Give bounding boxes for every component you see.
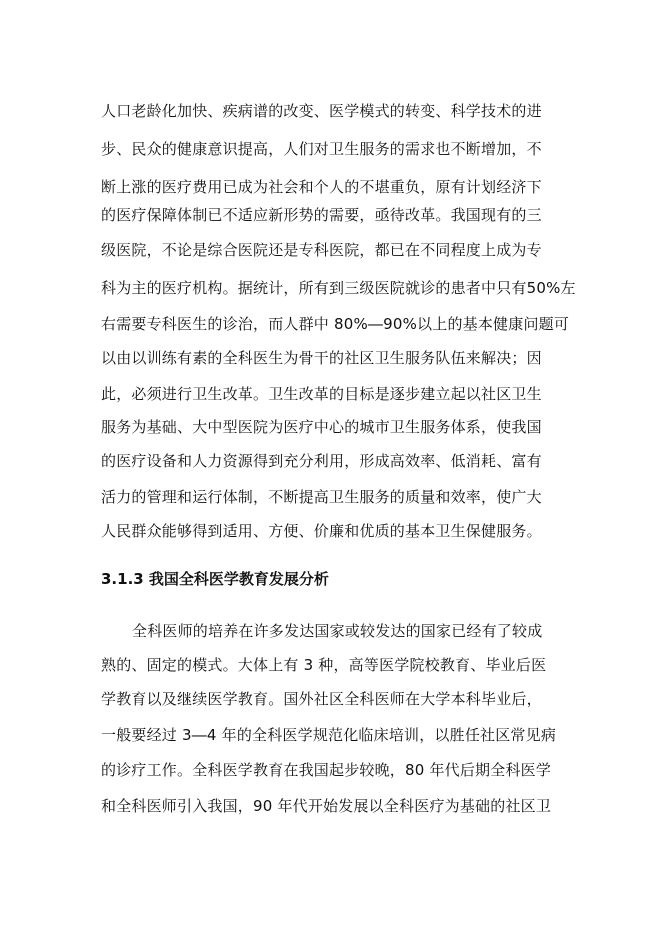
text-line: 此，必须进行卫生改革。卫生改革的目标是逐步建立起以社区卫生 [101, 385, 542, 403]
text-line: 全科医师的培养在许多发达国家或较发达的国家已经有了较成 [132, 622, 543, 640]
text-line: 人民群众能够得到适用、方便、价廉和优质的基本卫生保健服务。 [101, 522, 542, 540]
text-line: 的医疗设备和人力资源得到充分利用，形成高效率、低消耗、富有 [101, 452, 542, 470]
text-line: 和全科医师引入我国，90 年代开始发展以全科医疗为基础的社区卫 [101, 797, 552, 815]
text-line: 的诊疗工作。全科医学教育在我国起步较晚，80 年代后期全科医学 [101, 761, 552, 779]
text-line: 熟的、固定的模式。大体上有 3 种，高等医学院校教育、毕业后医 [101, 656, 547, 674]
text-line: 人口老龄化加快、疾病谱的改变、医学模式的转变、科学技术的进 [101, 102, 542, 120]
section-heading: 3.1.3 我国全科医学教育发展分析 [101, 570, 329, 588]
text-line: 科为主的医疗机构。据统计，所有到三级医院就诊的患者中只有50%左 [101, 279, 576, 297]
text-line: 级医院，不论是综合医院还是专科医院，都已在不同程度上成为专 [101, 241, 542, 259]
text-line: 的医疗保障体制已不适应新形势的需要，亟待改革。我国现有的三 [101, 206, 542, 224]
text-line: 活力的管理和运行体制，不断提高卫生服务的质量和效率，使广大 [101, 488, 542, 506]
text-line: 服务为基础、大中型医院为医疗中心的城市卫生服务体系，使我国 [101, 418, 542, 436]
text-line: 一般要经过 3―4 年的全科医学规范化临床培训，以胜任社区常见病 [101, 726, 557, 744]
text-line: 断上涨的医疗费用已成为社会和个人的不堪重负，原有计划经济下 [101, 178, 542, 196]
text-line: 以由以训练有素的全科医生为骨干的社区卫生服务队伍来解决；因 [101, 349, 542, 367]
text-line: 右需要专科医生的诊治，而人群中 80%―90%以上的基本健康问题可 [101, 315, 570, 333]
text-line: 学教育以及继续医学教育。国外社区全科医师在大学本科毕业后， [101, 690, 542, 708]
text-line: 步、民众的健康意识提高，人们对卫生服务的需求也不断增加，不 [101, 140, 542, 158]
